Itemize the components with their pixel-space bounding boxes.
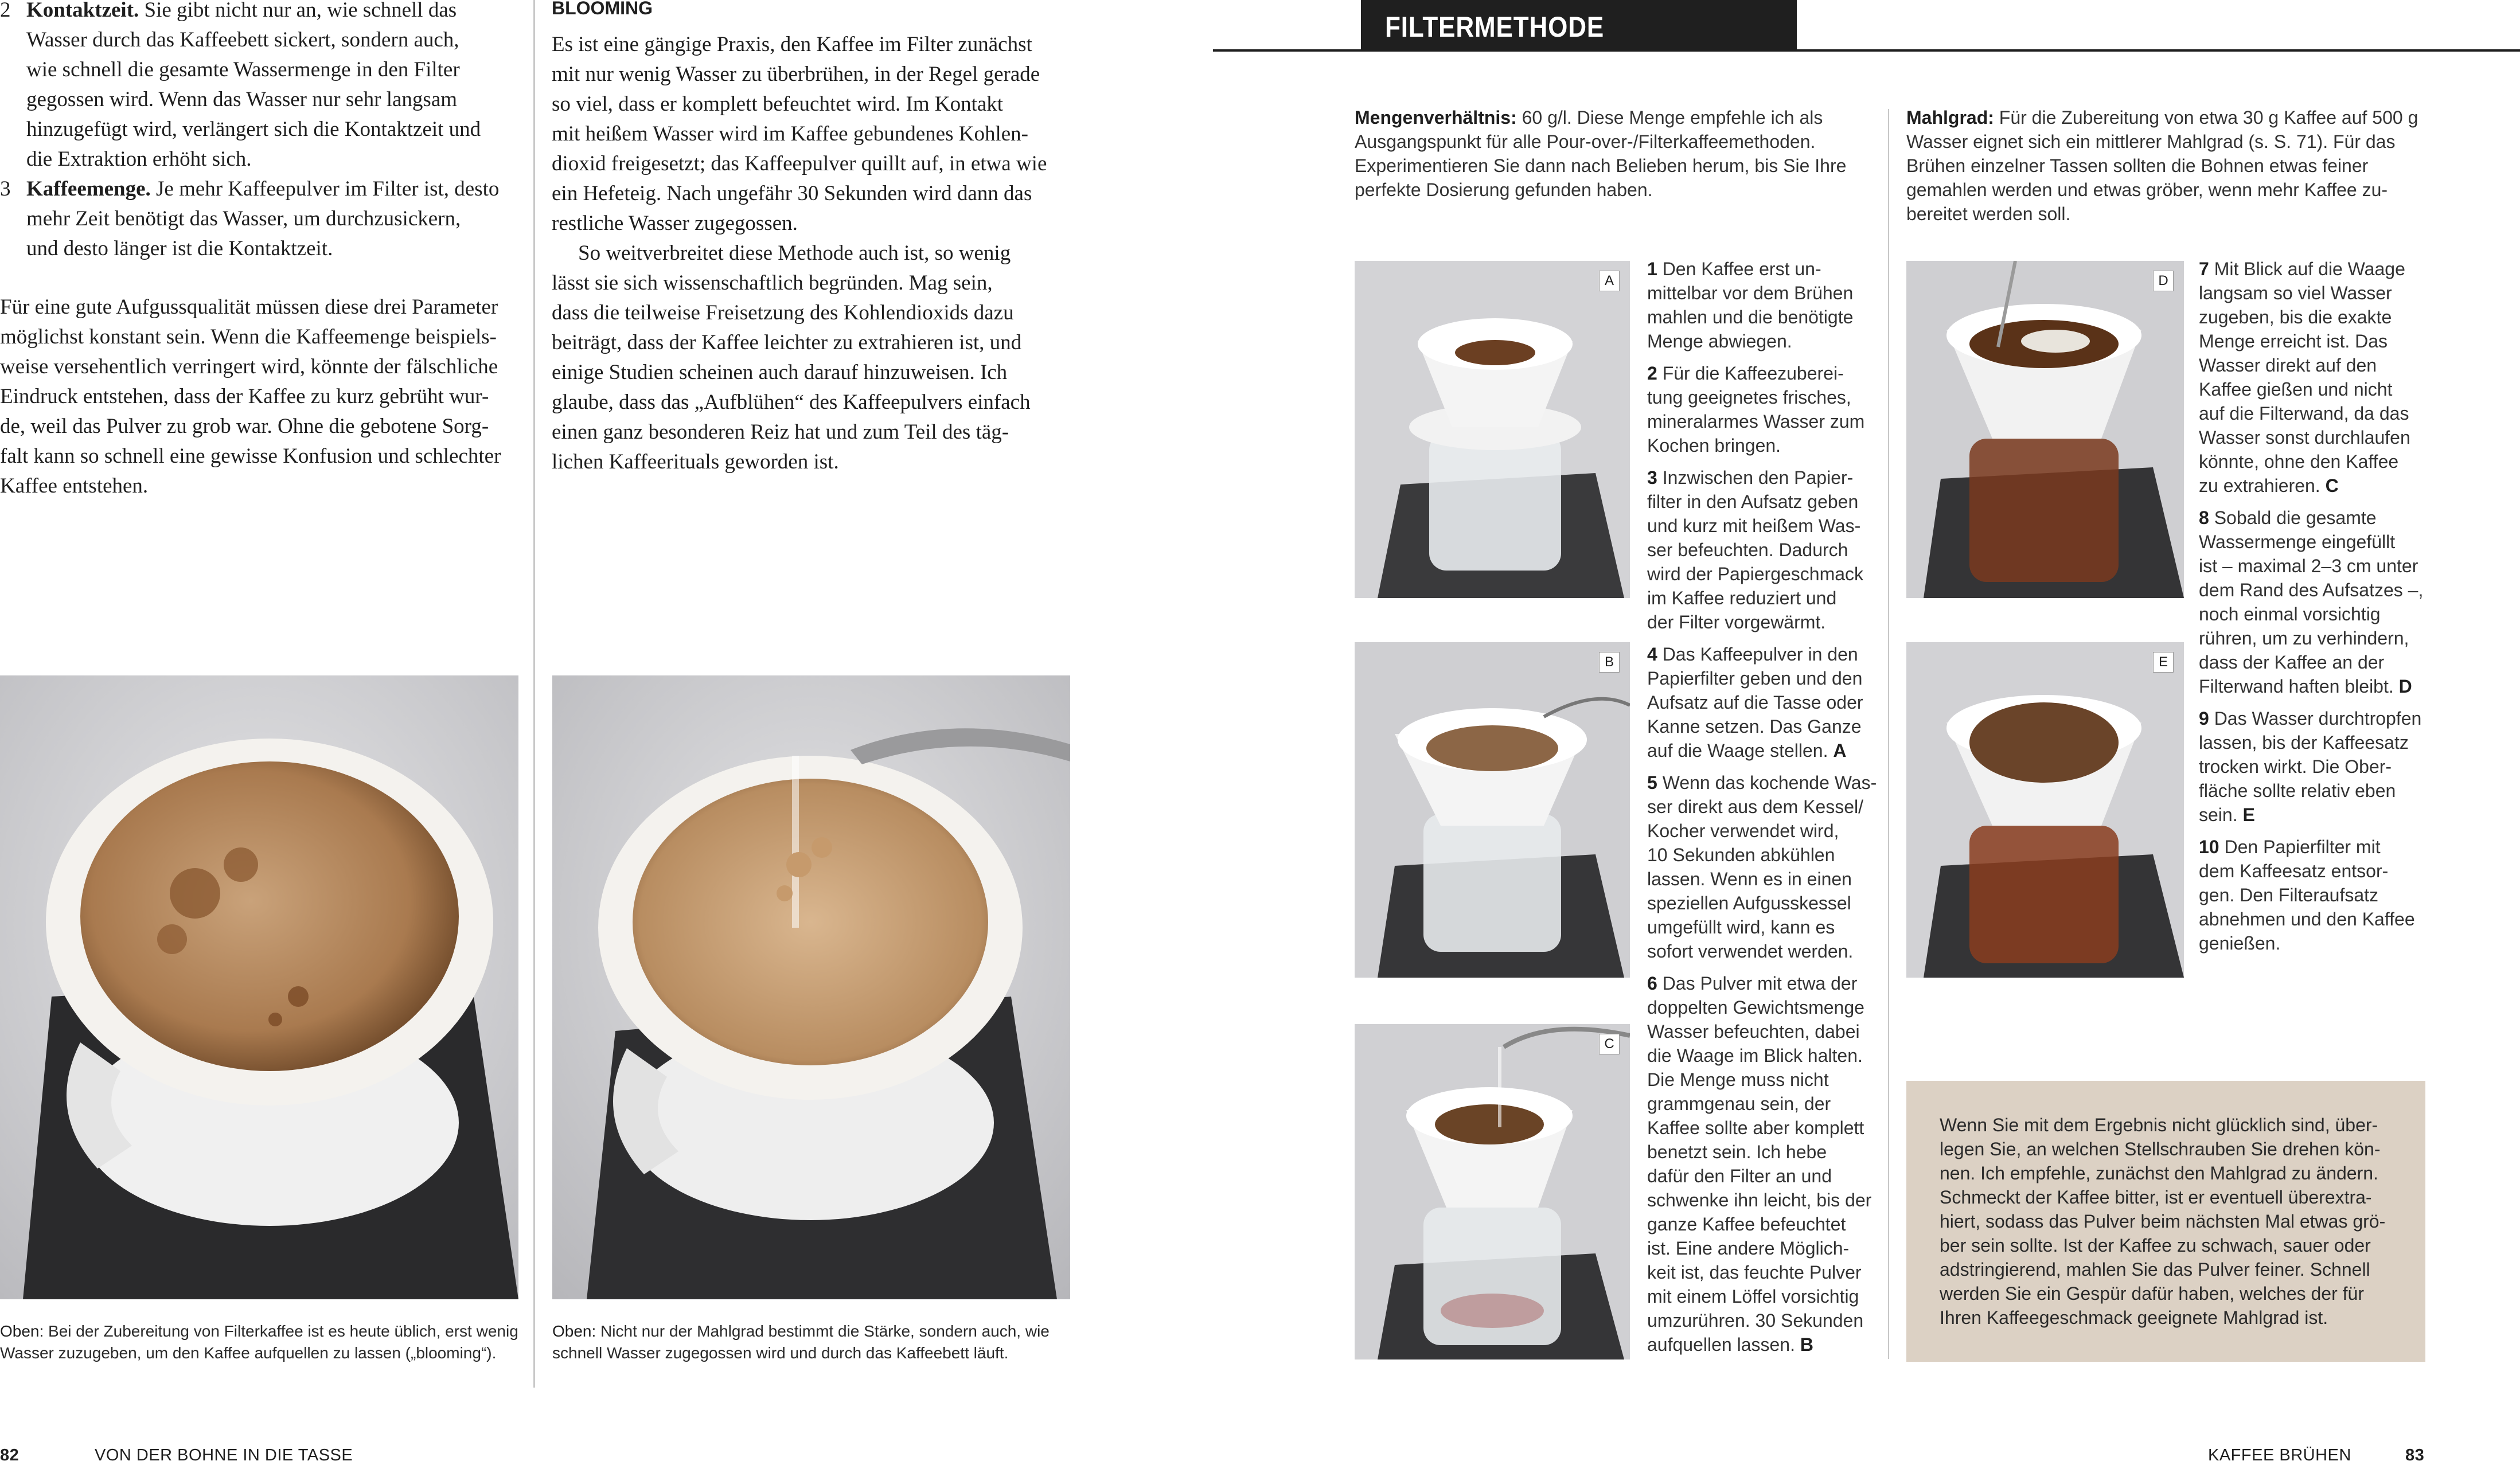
caption-lead: Oben: <box>552 1322 596 1340</box>
list-number: 3 <box>0 177 11 201</box>
text-line: so viel, dass er komplett befeuchtet wird. Im Kontakt <box>552 92 1004 116</box>
text-line: Für eine gute Aufgussqualität müssen diese drei Parameter <box>0 295 498 319</box>
text-line: Nicht nur der Mahlgrad bestimmt die Stärke, sondern auch, wie <box>596 1322 1050 1340</box>
step-8: 8 Sobald die gesamte Wassermenge eingefüllt ist – maximal 2–3 cm unter dem Rand des Aufsatzes –, noch einmal vorsichtig rühren, um zu verhindern, dass der Kaffee an der Filterwand haften bleibt. D <box>2199 507 2424 697</box>
intro-term: Mengenverhältnis: <box>1355 107 1517 128</box>
text-line: glaube, dass das „Aufblühen“ des Kaffeepulvers einfach <box>552 390 1031 414</box>
caption-pouring <box>552 1321 1080 1364</box>
caption-lead: Oben: <box>0 1322 44 1340</box>
step-5: 5 Wenn das kochende Was- ser direkt aus dem Kessel/ Kocher verwendet wird, 10 Sekunden abkühlen lassen. Wenn es in einen speziellen Aufgusskessel umgefüllt wird, kann es sofort verwendet werden. <box>1647 772 1877 962</box>
list-term: Kontaktzeit. <box>26 0 139 22</box>
step-10: 10 Den Papierfilter mit dem Kaffeesatz entsor- gen. Den Filteraufsatz abnehmen und den Kaffee genießen. <box>2199 837 2415 954</box>
photo-label-e: E <box>2153 652 2174 673</box>
text-line: gemahlen werden und etwas gröber, wenn mehr Kaffee zu- <box>1906 179 2388 200</box>
header-rule <box>1213 49 2520 52</box>
blooming-paragraph-2 <box>552 239 1068 477</box>
page-number-left: 82 <box>0 1446 19 1464</box>
blooming-heading: BLOOMING <box>552 0 653 18</box>
text-line: bereitet werden soll. <box>1906 204 2071 224</box>
text-line: die Extraktion erhöht sich. <box>26 147 252 171</box>
section-header <box>1361 0 1797 50</box>
text-line: möglichst konstant sein. Wenn die Kaffeemenge beispiels- <box>0 325 497 349</box>
steps-column-2 <box>2199 257 2445 963</box>
text-line: falt kann so schnell eine gewisse Konfusion und schlechter <box>0 444 501 468</box>
text-line: perfekte Dosierung gefunden haben. <box>1355 179 1653 200</box>
body-paragraph <box>0 292 522 501</box>
step-photo-c <box>1355 1024 1630 1359</box>
text-line: schnell Wasser zugegossen wird und durch das Kaffeebett läuft. <box>552 1344 1009 1362</box>
step-photo-d <box>1906 261 2184 598</box>
text-line: Wasser durch das Kaffeebett sickert, sondern auch, <box>26 28 459 52</box>
step-photo-a <box>1355 261 1630 598</box>
text-line: mehr Zeit benötigt das Wasser, um durchzusickern, <box>26 207 461 231</box>
step-6: 6 Das Pulver mit etwa der doppelten Gewichtsmenge Wasser befeuchten, dabei die Waage im Blick halten. Die Menge muss nicht grammgenau sein, der Kaffee sollte aber komplett benetzt sein. Ich hebe dafür den Filter an und schwenke ihn leicht, bis der ganze Kaffee befeuchtet ist. Eine andere Möglich- keit ist, das feuchte Pulver mit einem Löffel vorsichtig umzurühren. 30 Sekunden aufquellen lassen. B <box>1647 973 1872 1355</box>
text-line: und desto länger ist die Kontaktzeit. <box>26 237 333 260</box>
text-line: Für die Zubereitung von etwa 30 g Kaffee auf 500 g <box>1994 107 2418 128</box>
text-line: Eindruck entstehen, dass der Kaffee zu kurz gebrüht wur- <box>0 385 489 408</box>
text-line: einige Studien scheinen auch darauf hinzuweisen. Ich <box>552 361 1008 384</box>
step-photo-e <box>1906 642 2184 978</box>
intro-term: Mahlgrad: <box>1906 107 1994 128</box>
text-line: dioxid freigesetzt; das Kaffeepulver quillt auf, in etwa wie <box>552 152 1047 175</box>
text-line: dass die teilweise Freisetzung des Kohlendioxids dazu <box>552 301 1014 325</box>
photo-label-c: C <box>1599 1034 1620 1054</box>
text-line: beiträgt, dass der Kaffee leichter zu extrahieren ist, und <box>552 331 1022 354</box>
text-line: Wasser zuzugeben, um den Kaffee aufquellen zu lassen („blooming“). <box>0 1344 497 1362</box>
text-line: hinzugefügt wird, verlängert sich die Kontaktzeit und <box>26 118 481 141</box>
page-number-right: 83 <box>2405 1446 2425 1464</box>
list-term: Kaffeemenge. <box>26 177 151 201</box>
photo-label-b: B <box>1599 652 1620 673</box>
text-line: Es ist eine gängige Praxis, den Kaffee im Filter zunächst <box>552 33 1032 56</box>
text-line: Bei der Zubereitung von Filterkaffee ist es heute üblich, erst wenig <box>44 1322 518 1340</box>
photo-label-d: D <box>2153 271 2174 291</box>
section-title: FILTERMETHODE <box>1385 11 1605 43</box>
text-line: wie schnell die gesamte Wassermenge in den Filter <box>26 58 460 81</box>
text-line: Wasser eignet sich ein mittlerer Mahlgrad (s. S. 71). Für das <box>1906 131 2396 152</box>
text-line: einen ganz besonderen Reiz hat und zum Teil des täg- <box>552 420 1009 444</box>
text-line: weise versehentlich verringert wird, könnte der fälschliche <box>0 355 498 378</box>
step-4: 4 Das Kaffeepulver in den Papierfilter geben und den Aufsatz auf die Tasse oder Kanne setzen. Das Ganze auf die Waage stellen. A <box>1647 644 1863 761</box>
steps-column-1 <box>1647 257 1882 1365</box>
blooming-paragraph-1 <box>552 30 1068 239</box>
text-line: Je mehr Kaffeepulver im Filter ist, desto <box>156 177 500 201</box>
text-line: mit heißem Wasser wird im Kaffee gebundenes Kohlen- <box>552 122 1029 146</box>
text-line: Sie gibt nicht nur an, wie schnell das <box>144 0 457 22</box>
intro-ratio <box>1355 106 1871 202</box>
tip-text: Wenn Sie mit dem Ergebnis nicht glücklich sind, über- legen Sie, an welchen Stellschrauben Sie drehen kön- nen. Ich empfehle, zunächst den Mahlgrad zu ändern. Schmeckt der Kaffee bitter, ist er eventuell überextra- hiert, sodass das Pulver beim nächsten Mal etwas grö- ber sein sollte. Ist der Kaffee zu schwach, sauer oder adstringierend, mahlen Sie das Pulver feiner. Schnell werden Sie ein Gespür dafür haben, welches der für Ihren Kaffeegeschmack geeignete Mahlgrad ist. <box>1940 1115 2386 1328</box>
photo-label-a: A <box>1599 271 1620 291</box>
running-title-right: KAFFEE BRÜHEN <box>2208 1446 2351 1464</box>
numbered-list <box>0 0 516 264</box>
list-item-kontaktzeit <box>0 0 516 174</box>
running-title-left: VON DER BOHNE IN DIE TASSE <box>95 1446 353 1464</box>
text-line: mit nur wenig Wasser zu überbrühen, in der Regel gerade <box>552 62 1040 86</box>
text-line: So weitverbreitet diese Methode auch ist, so wenig <box>578 241 1011 265</box>
step-1: 1 Den Kaffee erst un- mittelbar vor dem Brühen mahlen und die benötigte Menge abwiegen. <box>1647 259 1854 351</box>
photo-pouring-water <box>552 675 1070 1299</box>
text-line: de, weil das Pulver zu grob war. Ohne die gebotene Sorg- <box>0 415 489 438</box>
photo-blooming-coffee <box>0 675 518 1299</box>
caption-blooming <box>0 1321 528 1364</box>
list-number: 2 <box>0 0 11 22</box>
text-line: lässt sie sich wissenschaftlich begründen. Mag sein, <box>552 271 993 295</box>
text-line: Kaffee entstehen. <box>0 474 149 498</box>
text-line: gegossen wird. Wenn das Wasser nur sehr langsam <box>26 88 458 111</box>
text-line: ein Hefeteig. Nach ungefähr 30 Sekunden wird dann das <box>552 182 1032 205</box>
step-photo-b <box>1355 642 1630 978</box>
text-line: restliche Wasser zugegossen. <box>552 212 798 235</box>
step-9: 9 Das Wasser durchtropfen lassen, bis der Kaffeesatz trocken wirkt. Die Ober- fläche sollte relativ eben sein. E <box>2199 708 2422 825</box>
text-line: lichen Kaffeerituals geworden ist. <box>552 450 839 474</box>
column-divider-right <box>1888 109 1889 1359</box>
text-line: Experimentieren Sie dann nach Belieben herum, bis Sie Ihre <box>1355 155 1847 176</box>
tip-box <box>1906 1081 2425 1362</box>
step-3: 3 Inzwischen den Papier- filter in den Aufsatz geben und kurz mit heißem Was- ser befeuchten. Dadurch wird der Papiergeschmack im Kaffee reduziert und der Filter vorgewärmt. <box>1647 467 1864 632</box>
text-line: Ausgangspunkt für alle Pour-over-/Filterkaffeemethoden. <box>1355 131 1816 152</box>
step-2: 2 Für die Kaffeezuberei- tung geeignetes frisches, mineralarmes Wasser zum Kochen bringen. <box>1647 363 1865 456</box>
column-divider <box>533 0 535 1388</box>
text-line: 60 g/l. Diese Menge empfehle ich als <box>1516 107 1823 128</box>
intro-grind <box>1906 106 2457 226</box>
text-line: Brühen einzelner Tassen sollten die Bohnen etwas feiner <box>1906 155 2369 176</box>
list-item-kaffeemenge <box>0 174 516 264</box>
step-7: 7 Mit Blick auf die Waage langsam so viel Wasser zugeben, bis die exakte Menge erreicht ist. Das Wasser direkt auf den Kaffee gießen und nicht auf die Filterwand, da das Wasser sonst durchlaufen könnte, ohne den Kaffee zu extrahieren. C <box>2199 259 2410 496</box>
